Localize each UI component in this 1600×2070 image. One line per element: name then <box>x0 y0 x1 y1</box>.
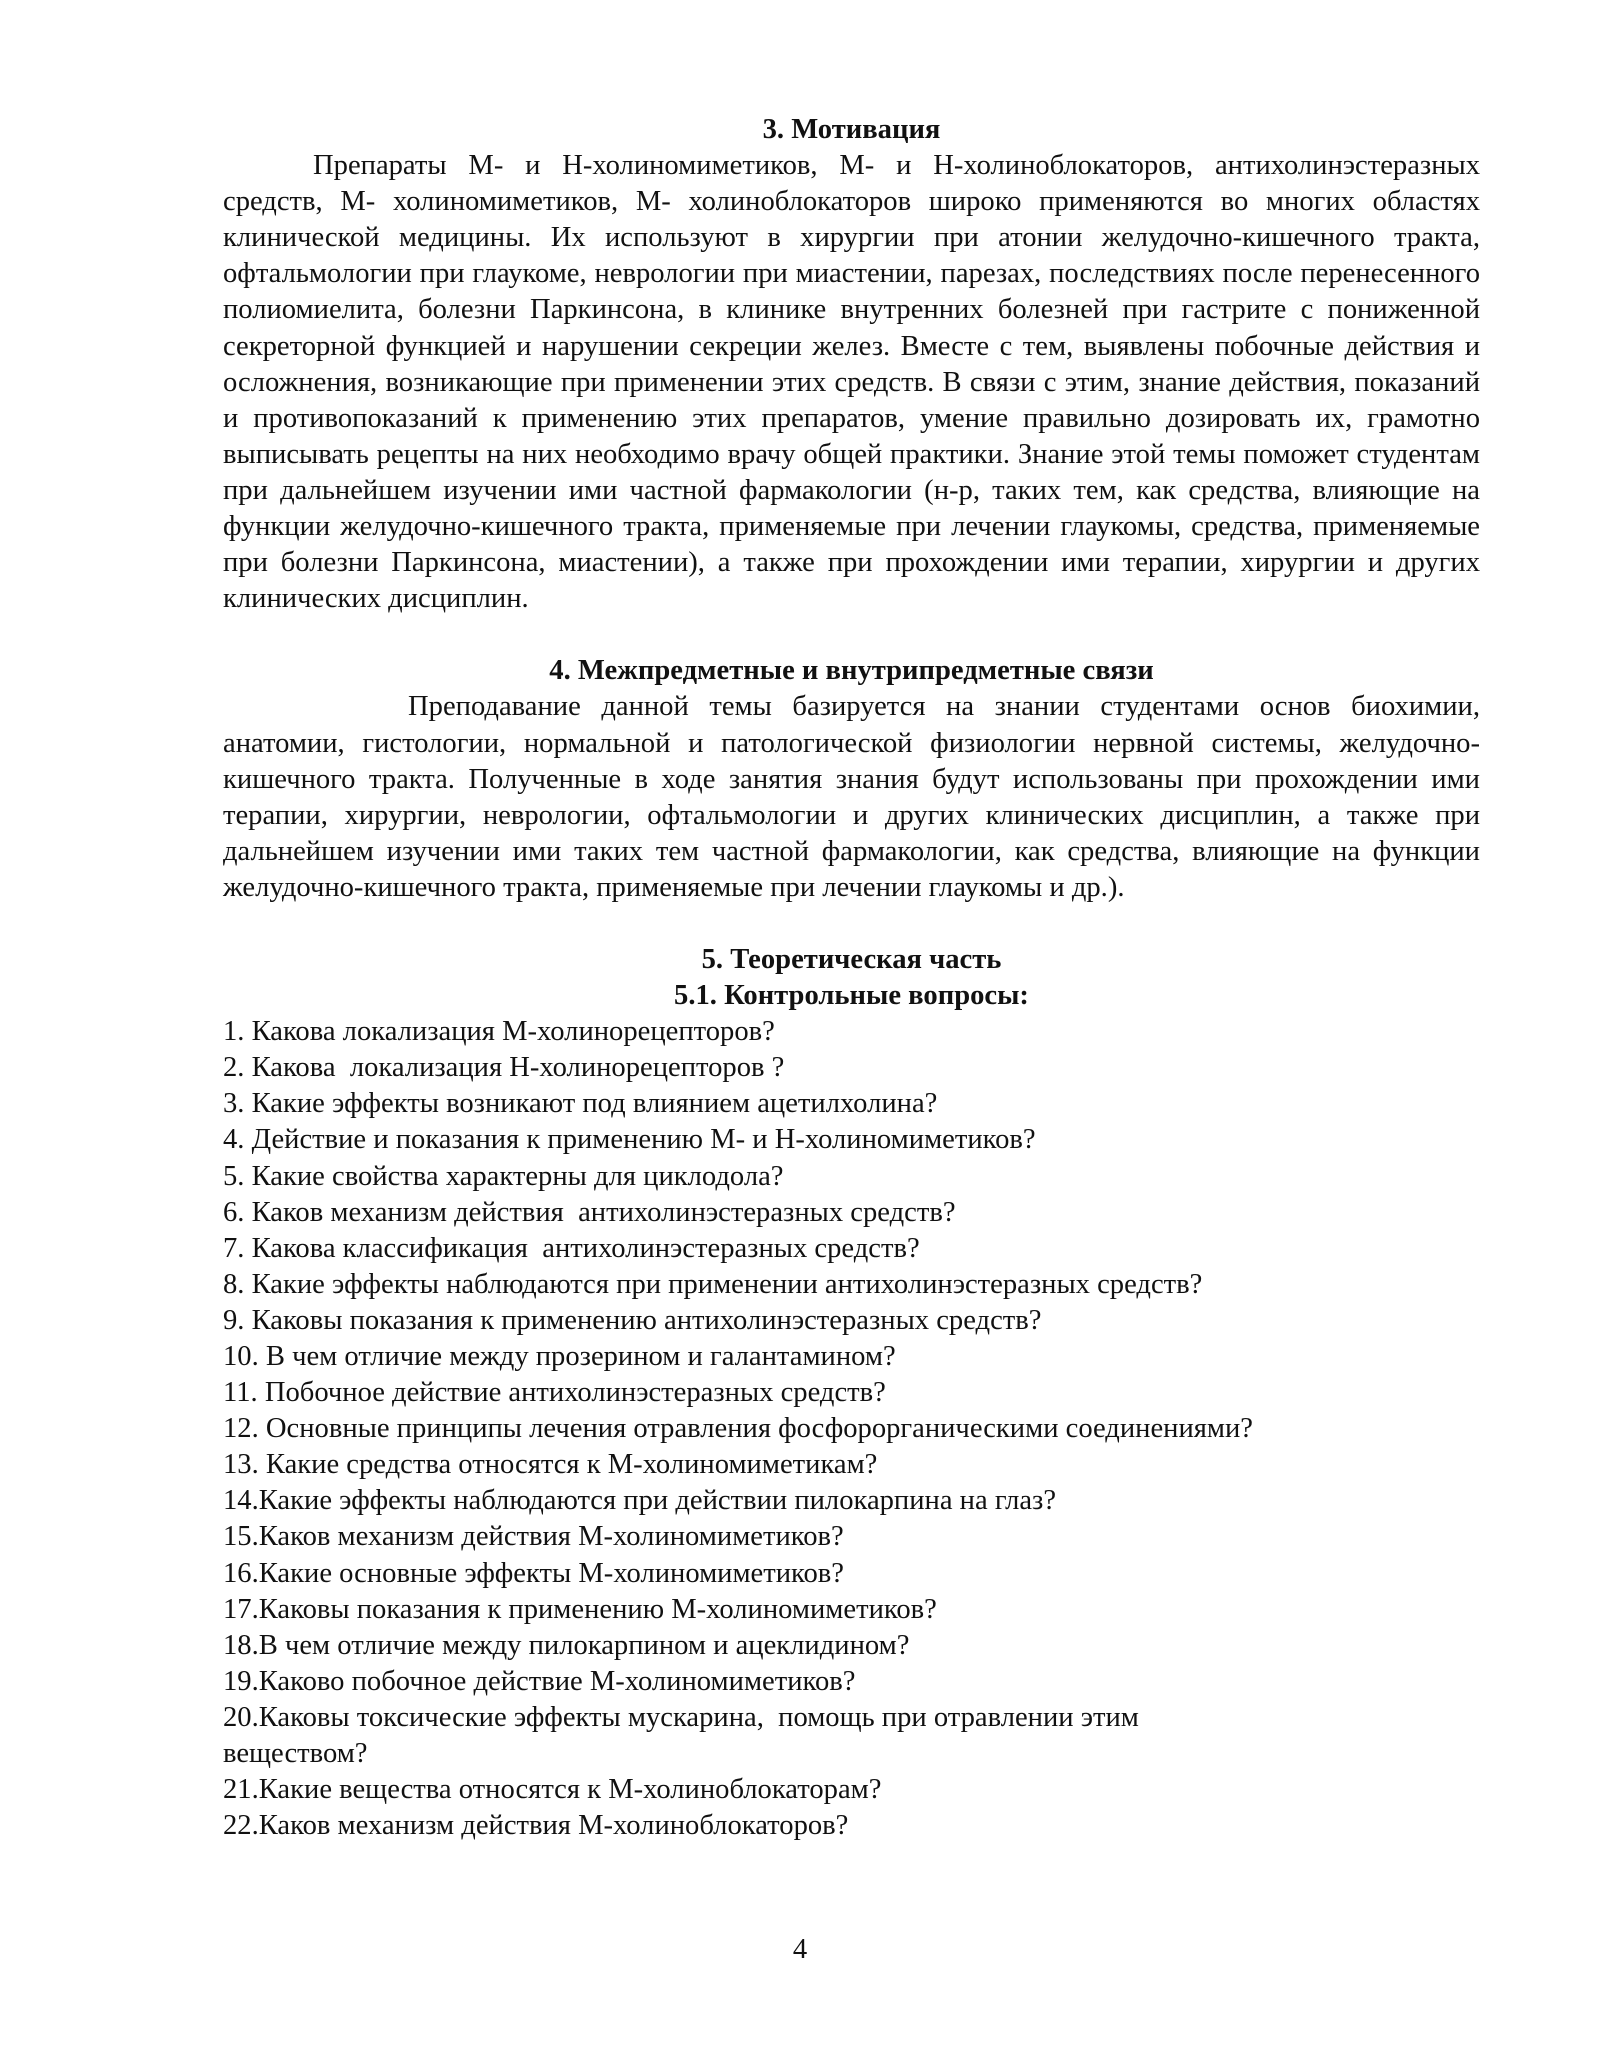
question-item: 10. В чем отличие между прозерином и галантамином? <box>223 1341 896 1372</box>
spacer <box>223 617 1480 653</box>
question-item: 6. Каков механизм действия антихолинэстеразных средств? <box>223 1196 956 1228</box>
question-item: 12. Основные принципы лечения отравления фосфорорганическими соединениями? <box>223 1413 1253 1445</box>
question-item: 2. Какова локализация Н-холинорецепторов ? <box>223 1052 785 1084</box>
question-item: 3. Какие эффекты возникают под влиянием ацетилхолина? <box>223 1088 938 1120</box>
question-item: 11. Побочное действие антихолинэстеразных средств? <box>223 1377 886 1409</box>
question-item: 7. Какова классификация антихолинэстеразных средств? <box>223 1232 920 1264</box>
question-item: 13. Какие средства относятся к М-холиномиметикам? <box>223 1449 878 1481</box>
section-heading-theory: 5. Теоретическая часть <box>701 943 1002 975</box>
page-number: 4 <box>792 1934 808 1965</box>
question-item: 22.Каков механизм действия М-холиноблокаторов? <box>223 1810 849 1842</box>
control-questions-list <box>223 1014 1480 1844</box>
document-page <box>223 112 1480 1844</box>
question-item: 17.Каковы показания к применению М-холиномиметиков? <box>223 1593 937 1625</box>
section-heading-links: 4. Межпредметные и внутрипредметные связи <box>549 655 1154 687</box>
spacer <box>223 906 1480 942</box>
section-heading-motivation: 3. Мотивация <box>762 114 941 145</box>
subsection-heading-questions: 5.1. Контрольные вопросы: <box>674 980 1029 1012</box>
question-item: 20.Каковы токсические эффекты мускарина, помощь при отравлении этим веществом? <box>223 1701 1147 1770</box>
question-item: 9. Каковы показания к применению антихолинэстеразных средств? <box>223 1304 1042 1336</box>
question-item: 18.В чем отличие между пилокарпином и ацеклидином? <box>223 1629 910 1661</box>
question-item: 14.Какие эффекты наблюдаются при действии пилокарпина на глаз? <box>223 1485 1057 1517</box>
question-item: 19.Каково побочное действие М-холиномиметиков? <box>223 1665 856 1697</box>
motivation-paragraph: Препараты М- и Н-холиномиметиков, М- и Н-холиноблокаторов, антихолинэстеразных средств, М- холиномиметиков, М- холиноблокаторов широко применяются во многих областях клинической медицины. Их используют в хирургии при атонии желудочно-кишечного тракта, офтальмологии при глаукоме, неврологии при миастении, парезах, последствиях после перенесенного полиомиелита, болезни Паркинсона, в клинике внутренних болезней при гастрите с пониженной секреторной функцией и нарушении секреции желез. Вместе с тем, выявлены побочные действия и осложнения, возникающие при применении этих средств. В связи с этим, знание действия, показаний и противопоказаний к применению этих препаратов, умение правильно дозировать их, грамотно выписывать рецепты на них необходимо врачу общей практики. Знание этой темы поможет студентам при дальнейшем изучении ими частной фармакологии (н-р, таких тем, как средства, влияющие на функции желудочно-кишечного тракта, применяемые при лечении глаукомы, средства, применяемые при болезни Паркинсона, миастении), а также при прохождении ими терапии, хирургии и других клинических дисциплин. <box>223 150 1480 615</box>
question-item: 5. Какие свойства характерны для циклодола? <box>223 1160 784 1192</box>
links-paragraph: Преподавание данной темы базируется на знании студентами основ биохимии, анатомии, гистологии, нормальной и патологической физиологии нервной системы, желудочно-кишечного тракта. Полученные в ходе занятия знания будут использованы при прохождении ими терапии, хирургии, неврологии, офтальмологии и других клинических дисциплин, а также при дальнейшем изучении ими таких тем частной фармакологии, как средства, влияющие на функции желудочно-кишечного тракта, применяемые при лечении глаукомы и др.). <box>223 691 1480 903</box>
question-item: 1. Какова локализация М-холинорецепторов? <box>223 1016 775 1048</box>
question-item: 16.Какие основные эффекты М-холиномиметиков? <box>223 1557 844 1589</box>
question-item: 15.Каков механизм действия М-холиномиметиков? <box>223 1521 844 1553</box>
question-item: 8. Какие эффекты наблюдаются при применении антихолинэстеразных средств? <box>223 1268 1203 1300</box>
question-item: 4. Действие и показания к применению М- и Н-холиномиметиков? <box>223 1124 1036 1156</box>
question-item: 21.Какие вещества относятся к М-холиноблокаторам? <box>223 1774 882 1806</box>
